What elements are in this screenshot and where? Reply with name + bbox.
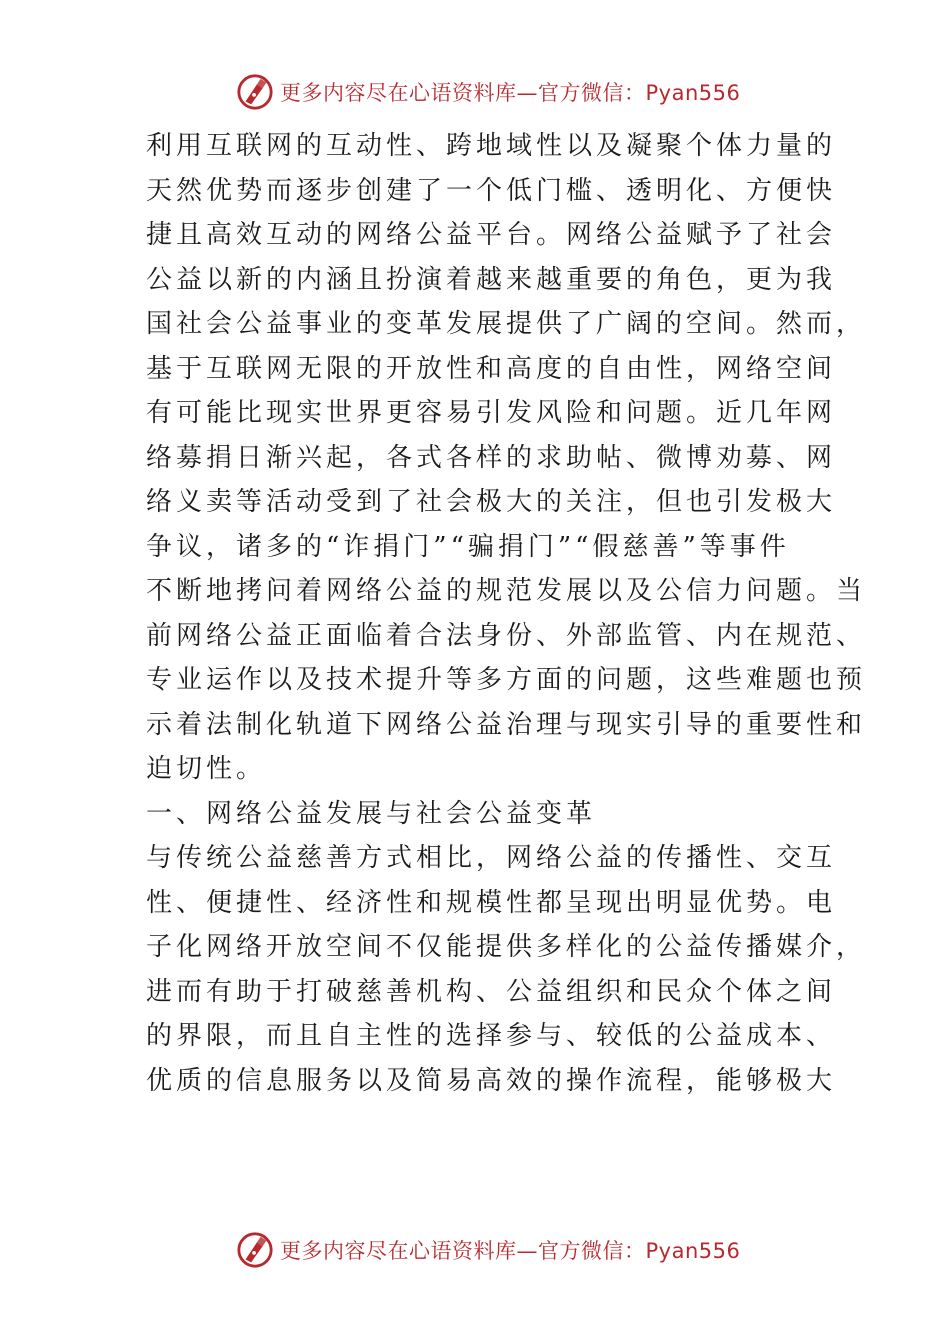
- text-line: 性、便捷性、经济性和规模性都呈现出明显优势。电: [146, 887, 837, 918]
- footer-banner-text: 更多内容尽在心语资料库—官方微信：Pyan556: [280, 1239, 741, 1263]
- document-body: [146, 124, 867, 1103]
- text-line: 络募捐日渐兴起，各式各样的求助帖、微博劝募、网: [146, 442, 837, 473]
- text-line: 专业运作以及技术提升等多方面的问题，这些难题也预: [146, 665, 867, 695]
- text-line: 争议，诸多的“诈捐门”“骗捐门”“假慈善”等事件: [146, 531, 790, 562]
- text-line: 前网络公益正面临着合法身份、外部监管、内在规范、: [146, 620, 867, 651]
- text-line: 基于互联网无限的开放性和高度的自由性，网络空间: [146, 353, 837, 384]
- text-line: 络义卖等活动受到了社会极大的关注，但也引发极大: [146, 487, 837, 517]
- text-line: 的界限，而且自主性的选择参与、较低的公益成本、: [146, 1021, 837, 1051]
- header-banner-text: 更多内容尽在心语资料库—官方微信：Pyan556: [280, 81, 741, 105]
- footer-banner: [236, 1228, 756, 1272]
- text-line: 利用互联网的互动性、跨地域性以及凝聚个体力量的: [146, 131, 837, 161]
- text-line: 不断地拷问着网络公益的规范发展以及公信力问题。当: [146, 576, 867, 606]
- pen-nib-logo-icon: [236, 1231, 274, 1269]
- section-heading: 一、网络公益发展与社会公益变革: [146, 798, 597, 829]
- header-banner: [236, 70, 756, 114]
- text-line: 国社会公益事业的变革发展提供了广阔的空间。然而，: [146, 309, 867, 339]
- text-line: 捷且高效互动的网络公益平台。网络公益赋予了社会: [146, 220, 837, 250]
- text-line: 子化网络开放空间不仅能提供多样化的公益传播媒介，: [146, 932, 867, 962]
- text-line: 与传统公益慈善方式相比，网络公益的传播性、交互: [146, 843, 837, 873]
- text-line: 天然优势而逐步创建了一个低门槛、透明化、方便快: [146, 175, 837, 206]
- text-line: 优质的信息服务以及简易高效的操作流程，能够极大: [146, 1065, 837, 1096]
- text-line: 迫切性。: [146, 754, 267, 784]
- text-line: 示着法制化轨道下网络公益治理与现实引导的重要性和: [146, 709, 867, 740]
- text-line: 有可能比现实世界更容易引发风险和问题。近几年网: [146, 398, 837, 428]
- pen-nib-logo-icon: [236, 73, 274, 111]
- text-line: 公益以新的内涵且扮演着越来越重要的角色，更为我: [146, 264, 837, 295]
- text-line: 进而有助于打破慈善机构、公益组织和民众个体之间: [146, 976, 837, 1007]
